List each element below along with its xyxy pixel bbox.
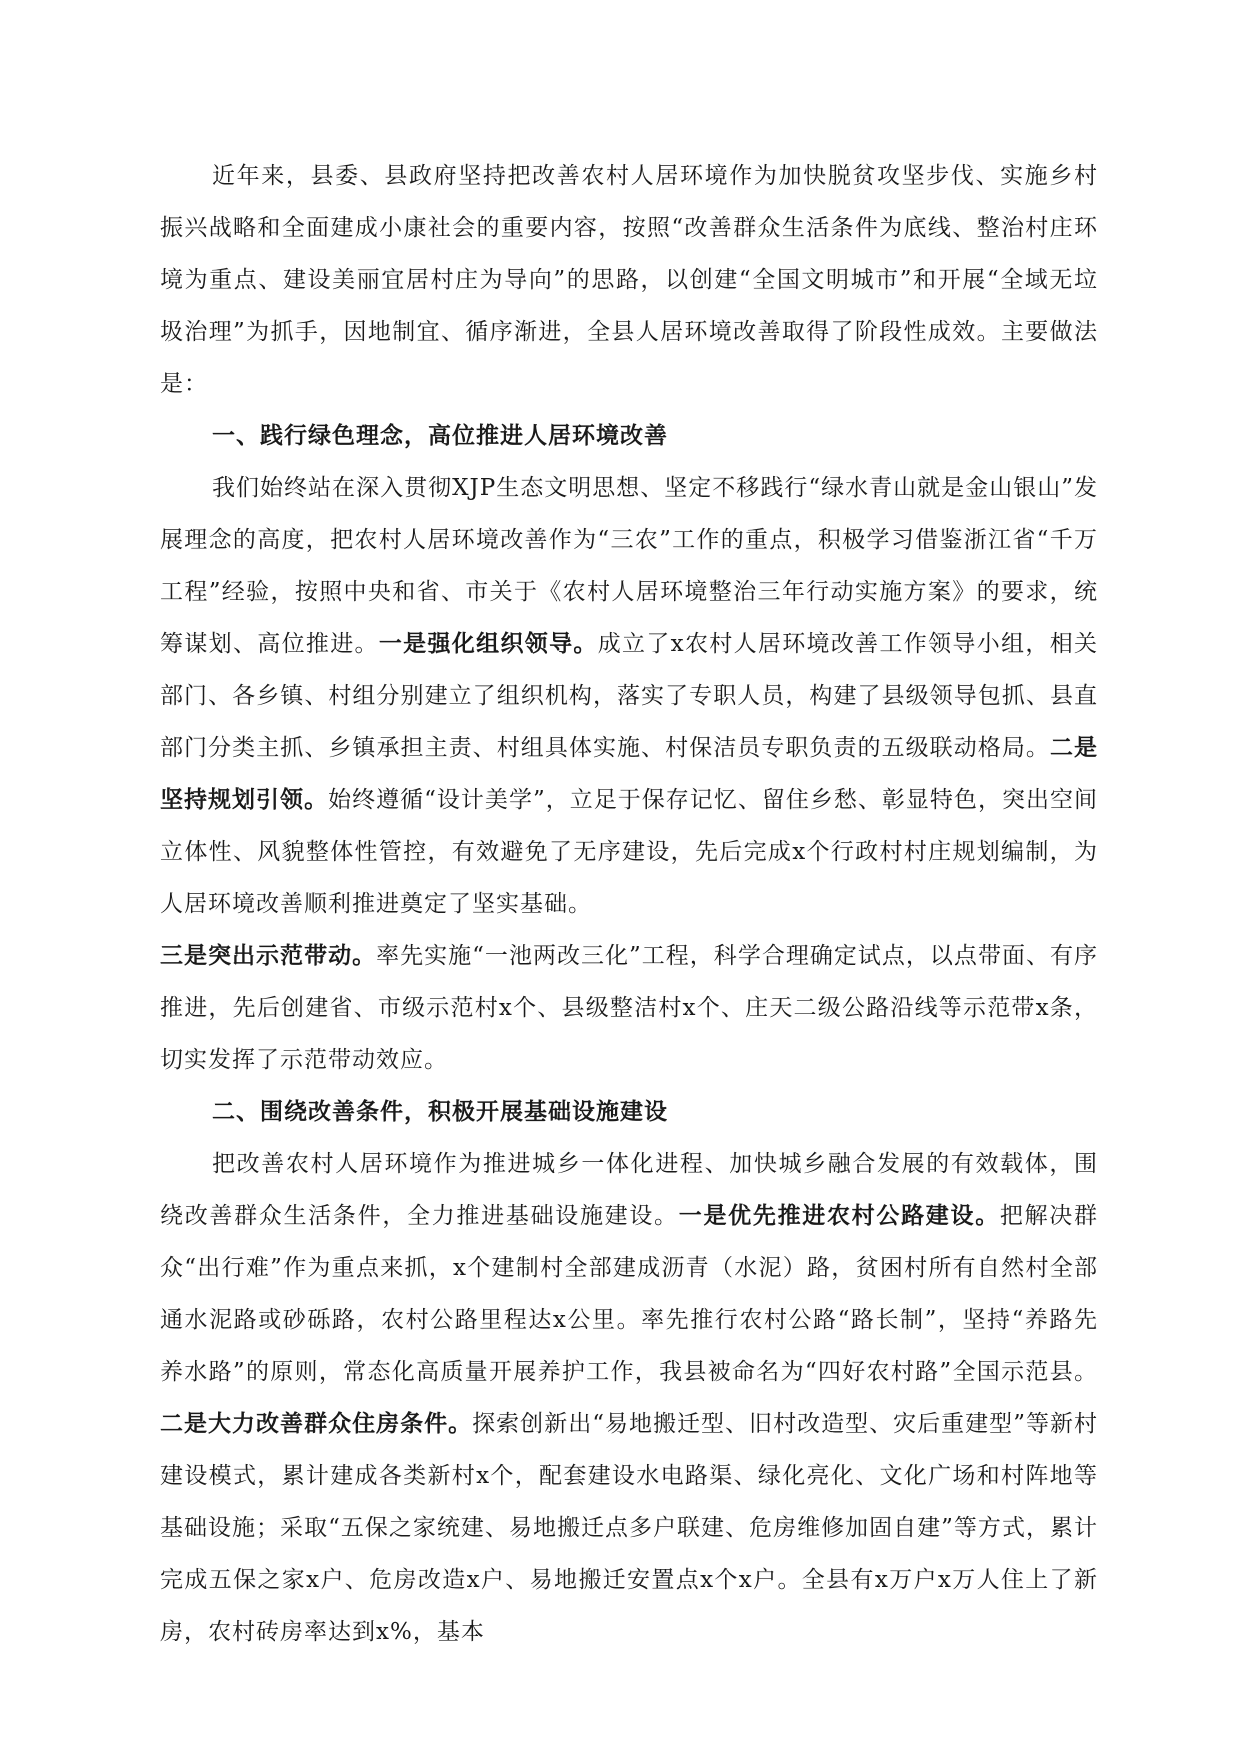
section-1-point-1: 一是强化组织领导。 <box>378 630 598 657</box>
section-1-point-3: 三是突出示范带动。 <box>160 942 377 969</box>
intro-text: 近年来，县委、县政府坚持把改善农村人居环境作为加快脱贫攻坚步伐、实施乡村振兴战略和全面建成小康社会的重要内容，按照“改善群众生活条件为底线、整治村庄环境为重点、建设美丽宜居村庄为导向”的思路，以创建“全国文明城市”和开展“全域无垃圾治理”为抓手，因地制宜、循序渐进，全县人居环境改善取得了阶段性成效。主要做法是： <box>160 163 1098 397</box>
section-1-point-2: 二是坚持规划引领。 <box>160 734 1099 813</box>
section-1-text-2: 成立了x农村人居环境改善工作领导小组，相关部门、各乡镇、村组分别建立了组织机构，落实了专职人员，构建了县级领导包抓、县直部门分类主抓、乡镇承担主责、村组具体实施、村保洁员专职负责的五级联动格局。 <box>160 631 1099 761</box>
section-2-point-2: 二是大力改善群众住房条件。 <box>160 1410 473 1437</box>
section-2-text-3: 探索创新出“易地搬迁型、旧村改造型、灾后重建型”等新村建设模式，累计建成各类新村x个，配套建设水电路渠、绿化亮化、文化广场和村阵地等基础设施；采取“五保之家统建、易地搬迁点多户联建、危房维修加固自建”等方式，累计完成五保之家x户、危房改造x户、易地搬迁安置点x个x户。全县有x万户x万人住上了新房，农村砖房率达到x%，基本 <box>160 1411 1098 1645</box>
intro-paragraph <box>160 150 1098 410</box>
section-2-point-1: 一是优先推进农村公路建设。 <box>678 1202 1000 1229</box>
section-1-heading: 一、践行绿色理念，高位推进人居环境改善 <box>212 422 668 449</box>
section-1-text-1: 我们始终站在深入贯彻XJP生态文明思想、坚定不移践行“绿水青山就是金山银山”发展理念的高度，把农村人居环境改善作为“三农”工作的重点，积极学习借鉴浙江省“千万工程”经验，按照中央和省、市关于《农村人居环境整治三年行动实施方案》的要求，统筹谋划、高位推进。 <box>160 475 1098 657</box>
section-2-text-2: 把解决群众“出行难”作为重点来抓，x个建制村全部建成沥青（水泥）路，贫困村所有自然村全部通水泥路或砂砾路，农村公路里程达x公里。率先推行农村公路“路长制”，坚持“养路先养水路”的原则，常态化高质量开展养护工作，我县被命名为“四好农村路”全国示范县。 <box>160 1203 1099 1385</box>
section-1-paragraph-cont <box>160 930 1098 1086</box>
section-1-text-4: 率先实施“一池两改三化”工程，科学合理确定试点，以点带面、有序推进，先后创建省、市级示范村x个、县级整洁村x个、庄天二级公路沿线等示范带x条，切实发挥了示范带动效应。 <box>160 943 1098 1073</box>
section-2-heading: 二、围绕改善条件，积极开展基础设施建设 <box>212 1098 668 1125</box>
section-2-text-1: 把改善农村人居环境作为推进城乡一体化进程、加快城乡融合发展的有效载体，围绕改善群众生活条件，全力推进基础设施建设。 <box>160 1151 1098 1229</box>
section-1-text-3: 始终遵循“设计美学”，立足于保存记忆、留住乡愁、彰显特色，突出空间立体性、风貌整体性管控，有效避免了无序建设，先后完成x个行政村村庄规划编制，为人居环境改善顺利推进奠定了坚实基础。 <box>160 787 1098 917</box>
document-page <box>160 150 1098 1658</box>
section-2-paragraph <box>160 1138 1098 1658</box>
section-1-paragraph <box>160 462 1098 930</box>
